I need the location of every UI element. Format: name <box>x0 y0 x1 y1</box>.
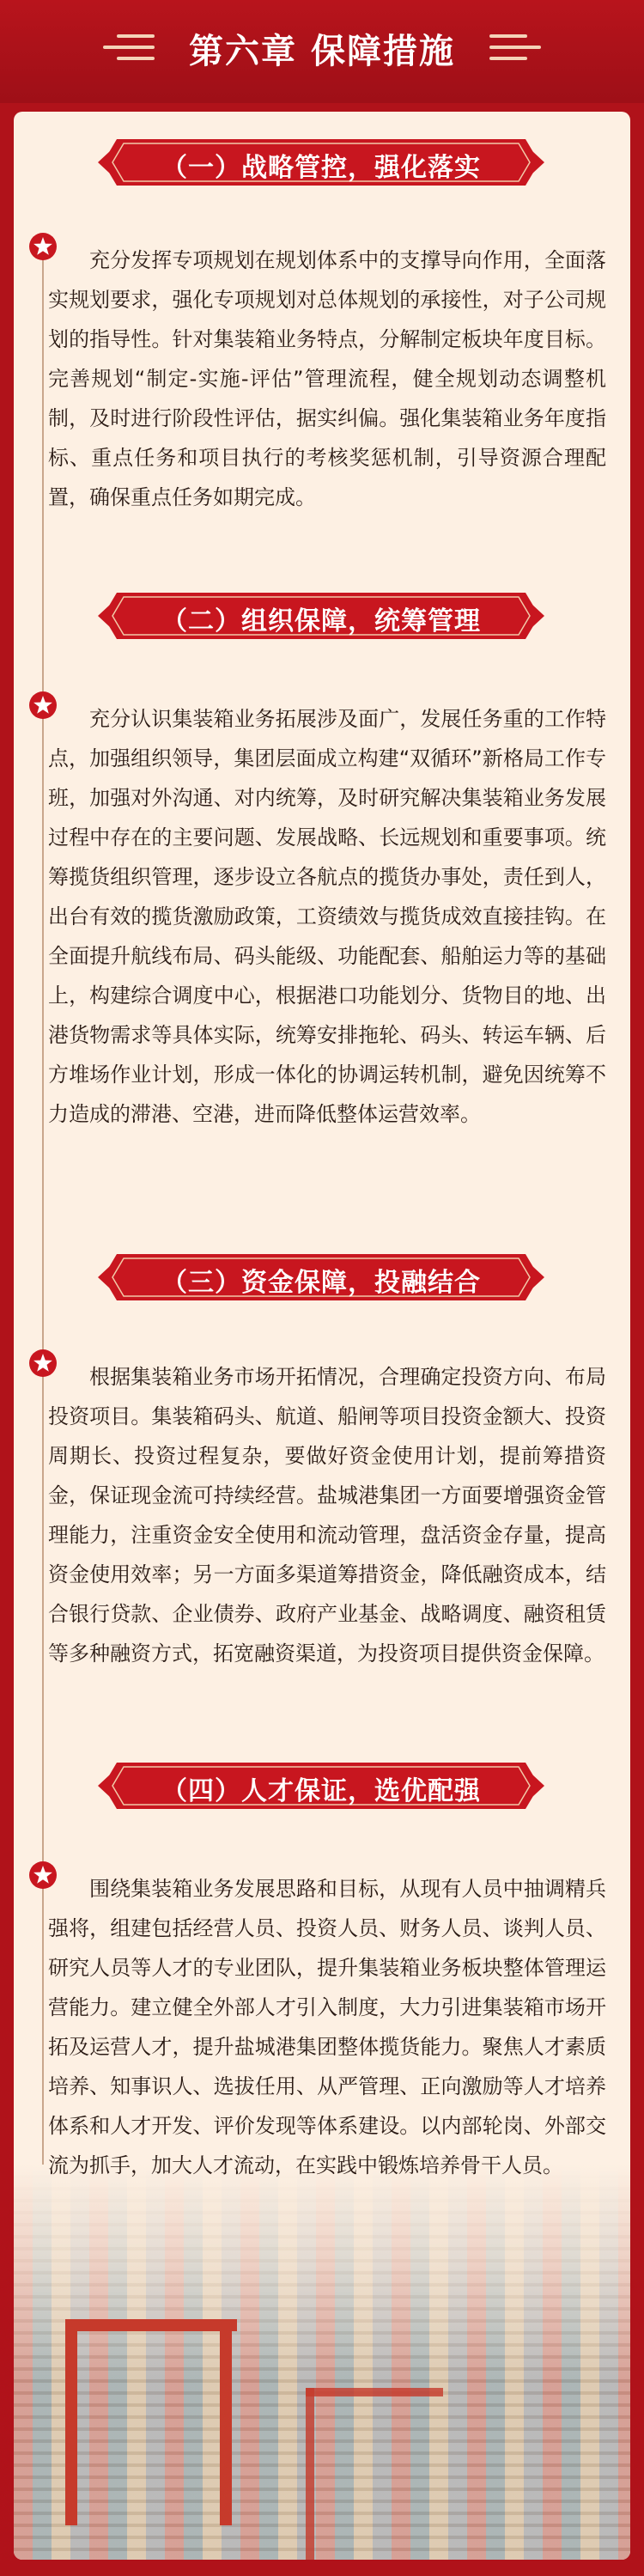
section-paragraph: 围绕集装箱业务发展思路和目标，从现有人员中抽调精兵强将，组建包括经营人员、投资人员、财务人员、谈判人员、研究人员等人才的专业团队，提升集装箱业务板块整体管理运营能力。建立健全外部人才引入制度，大力引进集装箱市场开拓及运营人才，提升盐城港集团整体揽货能力。聚焦人才素质培养、知事识人、选拔任用、从严管理、正向激励等人才培养体系和人才开发、评价发现等体系建设。以内部轮岗、外部交流为抓手，加大人才流动，在实践中锻炼培养骨干人员。 <box>48 1877 606 2177</box>
chapter-title: 第六章 保障措施 <box>189 32 455 71</box>
content-panel <box>14 112 630 2560</box>
chapter-header <box>0 0 644 103</box>
section-title: （三）资金保障，投融结合 <box>161 1268 481 1298</box>
section-title: （四）人才保证，选优配强 <box>161 1776 481 1806</box>
section-paragraph: 充分发挥专项规划在规划体系中的支撑导向作用，全面落实规划要求，强化专项规划对总体规划的承接性，对子公司规划的指导性。针对集装箱业务特点，分解制定板块年度目标。完善规划“制定-实施-评估”管理流程，健全规划动态调整机制，及时进行阶段性评估，据实纠偏。强化集装箱业务年度指标、重点任务和项目执行的考核奖惩机制，引导资源合理配置，确保重点任务如期完成。 <box>48 248 606 509</box>
section-banner-2 <box>98 589 544 642</box>
section-paragraph: 充分认识集装箱业务拓展涉及面广，发展任务重的工作特点，加强组织领导，集团层面成立构建“双循环”新格局工作专班，加强对外沟通、对内统筹，及时研究解决集装箱业务发展过程中存在的主要问题、发展战略、长远规划和重要事项。统筹揽货组织管理，逐步设立各航点的揽货办事处，责任到人，出台有效的揽货激励政策，工资绩效与揽货成效直接挂钩。在全面提升航线布局、码头能级、功能配套、船舶运力等的基础上，构建综合调度中心，根据港口功能划分、货物目的地、出港货物需求等具体实际，统筹安排拖轮、码头、转运车辆、后方堆场作业计划，形成一体化的协调运转机制，避免因统筹不力造成的滞港、空港，进而降低整体运营效率。 <box>48 707 606 1126</box>
header-right-decoration <box>489 34 550 69</box>
section-title: （二）组织保障，统筹管理 <box>161 606 481 636</box>
section-title: （一）战略管控，强化落实 <box>161 153 481 183</box>
section-banner-1 <box>98 136 544 189</box>
timeline-line <box>42 241 44 2388</box>
container-port-photo <box>14 2165 630 2560</box>
section-banner-3 <box>98 1251 544 1304</box>
section-banner-4 <box>98 1759 544 1812</box>
section-paragraph: 根据集装箱业务市场开拓情况，合理确定投资方向、布局投资项目。集装箱码头、航道、船闸等项目投资金额大、投资周期长、投资过程复杂，要做好资金使用计划，提前筹措资金，保证现金流可持续经营。盐城港集团一方面要增强资金管理能力，注重资金安全使用和流动管理，盘活资金存量，提高资金使用效率；另一方面多渠道筹措资金，降低融资成本，结合银行贷款、企业债券、政府产业基金、战略调度、融资租赁等多种融资方式，拓宽融资渠道，为投资项目提供资金保障。 <box>48 1365 606 1666</box>
